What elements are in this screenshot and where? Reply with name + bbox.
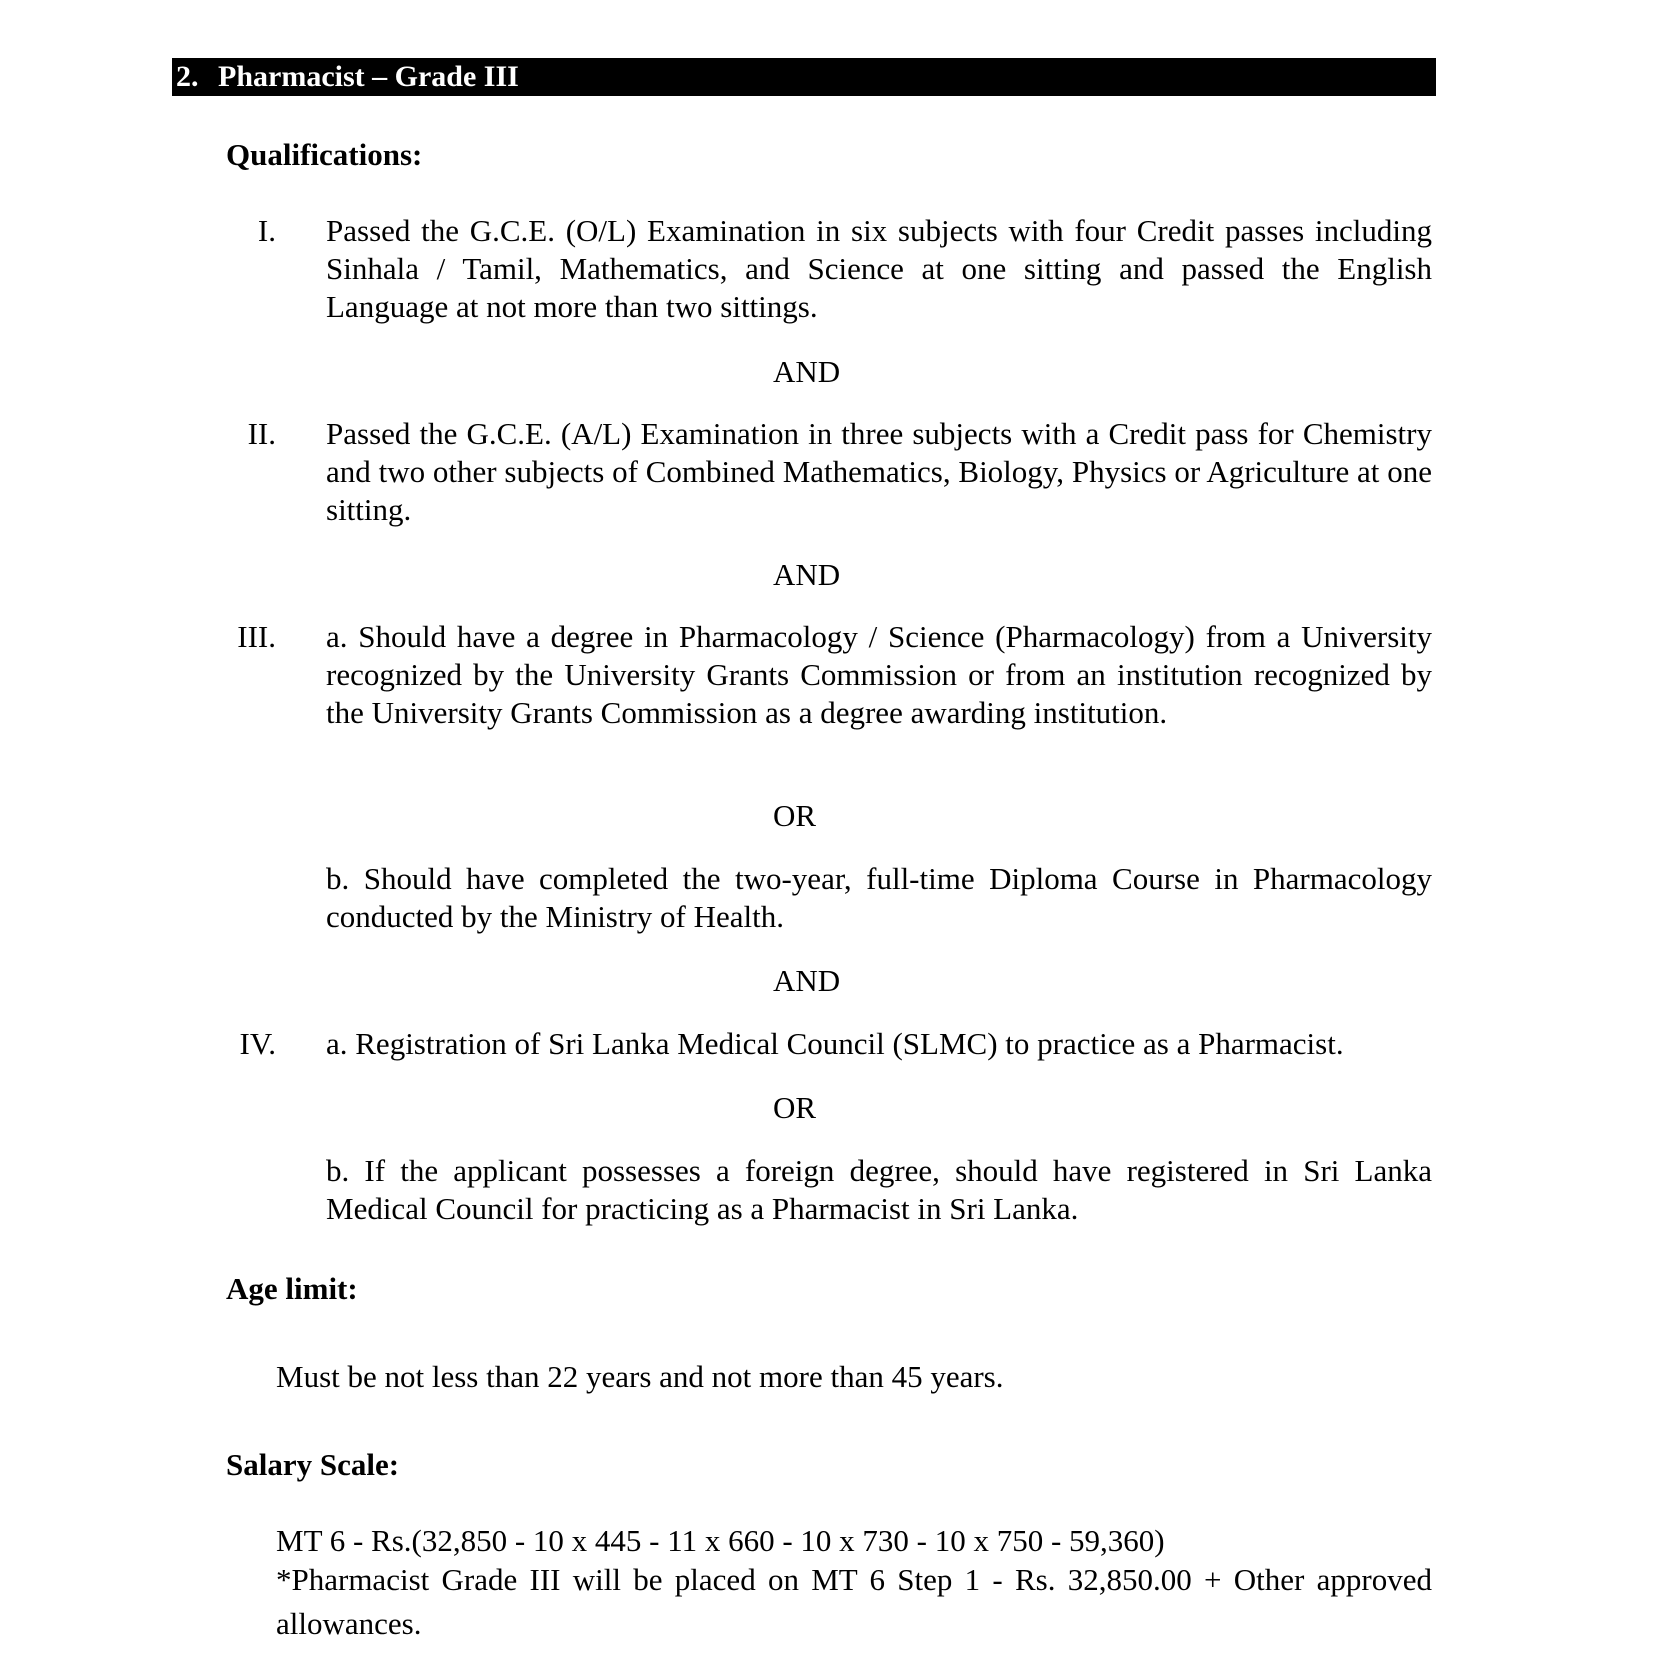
connector-and-3: AND	[773, 963, 841, 998]
salary-scale-text: MT 6 - Rs.(32,850 - 10 x 445 - 11 x 660 - 10 x 730 - 10 x 750 - 59,360)	[276, 1523, 1165, 1558]
qualification-item-2: Passed the G.C.E. (A/L) Examination in three subjects with a Credit pass for Chemistry and two other subjects of Combined Mathematics, Biology, Physics or Agriculture at one sitting.	[326, 416, 1432, 527]
item-numeral-1: I.	[257, 213, 276, 248]
connector-or-2: OR	[773, 1090, 817, 1125]
age-limit-text: Must be not less than 22 years and not more than 45 years.	[276, 1359, 1004, 1394]
item-numeral-4: IV.	[239, 1026, 276, 1061]
connector-and-1: AND	[773, 354, 841, 389]
connector-or-1: OR	[773, 798, 817, 833]
qualifications-heading: Qualifications:	[226, 137, 423, 172]
qualification-item-3a: a. Should have a degree in Pharmacology / Science (Pharmacology) from a University recognized by the University Grants Commission or from an institution recognized by the University Grants Commission as a degree awarding institution.	[326, 619, 1432, 730]
qualification-item-4b: b. If the applicant possesses a foreign degree, should have registered in Sri Lanka Medical Council for practicing as a Pharmacist in Sri Lanka.	[326, 1153, 1432, 1226]
qualification-item-1: Passed the G.C.E. (O/L) Examination in six subjects with four Credit passes including Sinhala / Tamil, Mathematics, and Science at one sitting and passed the English Language at not more than two sittings.	[326, 213, 1432, 324]
item-numeral-3: III.	[237, 619, 276, 654]
salary-placement-note: *Pharmacist Grade III will be placed on MT 6 Step 1 - Rs. 32,850.00 + Other approved allowances.	[276, 1562, 1432, 1641]
section-title: Pharmacist – Grade III	[218, 60, 519, 93]
qualification-item-4a: a. Registration of Sri Lanka Medical Council (SLMC) to practice as a Pharmacist.	[326, 1026, 1344, 1061]
salary-scale-heading: Salary Scale:	[226, 1447, 400, 1482]
section-number: 2.	[176, 60, 199, 93]
item-numeral-2: II.	[247, 416, 276, 451]
qualification-item-3b: b. Should have completed the two-year, full-time Diploma Course in Pharmacology conducted by the Ministry of Health.	[326, 861, 1432, 934]
age-limit-heading: Age limit:	[226, 1271, 358, 1306]
section-title-bar	[172, 58, 1436, 96]
connector-and-2: AND	[773, 557, 841, 592]
